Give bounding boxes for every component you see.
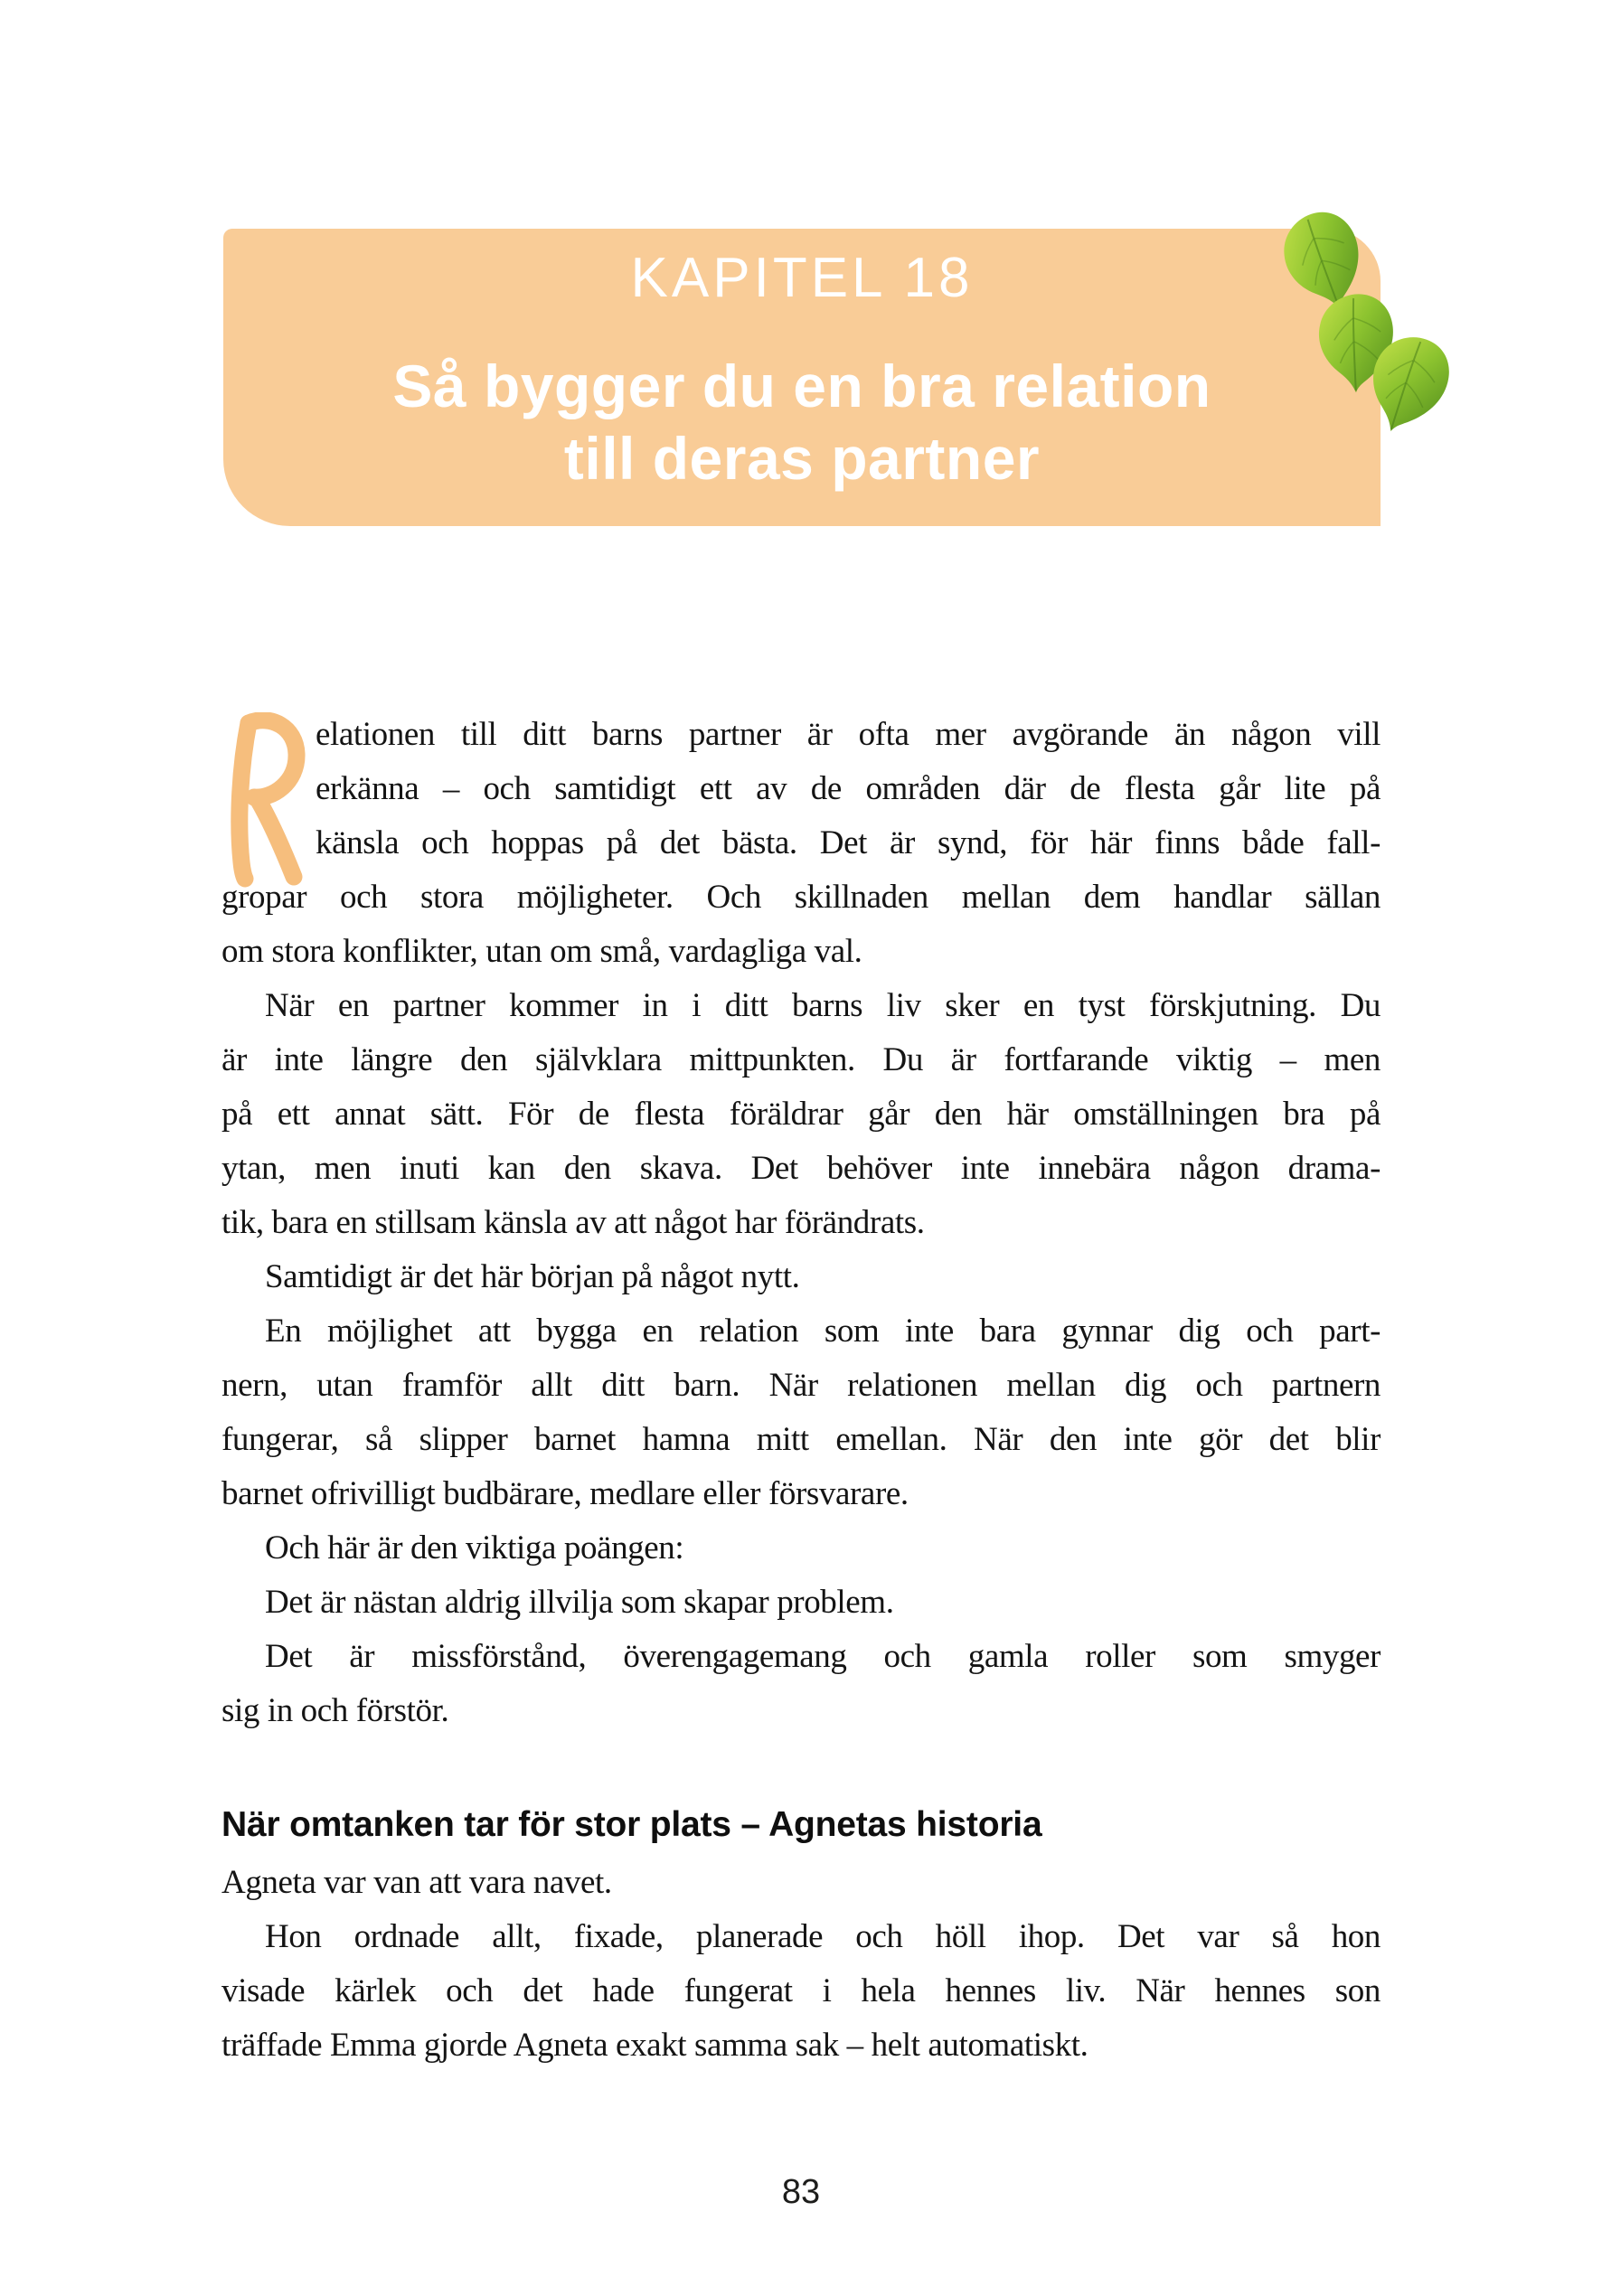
paragraph [221,1910,1381,2073]
paragraph [221,979,1381,1250]
paragraph [221,1856,1381,1910]
body-line: visade kärlek och det hade fungerat i hela hennes liv. När hennes son [221,1972,1381,2009]
paragraph [221,1250,1381,1304]
body-line: Det är missförstånd, överengagemang och gamla roller som smyger [265,1638,1381,1675]
chapter-title [223,350,1381,494]
body-line: Samtidigt är det här början på något nytt. [265,1258,800,1295]
paragraph [221,1630,1381,1738]
paragraph [221,1521,1381,1576]
body-line: är inte längre den självklara mittpunkten. Du är fortfarande viktig – men [221,1041,1381,1078]
body-line: erkänna – och samtidigt ett av de områden där de flesta går lite på [316,770,1381,807]
body-line: tik, bara en stillsam känsla av att något har förändrats. [221,1204,925,1241]
body-line: Och här är den viktiga poängen: [265,1529,684,1567]
body-line: Det är nästan aldrig illvilja som skapar problem. [265,1584,894,1621]
paragraph [221,708,1381,979]
body-line: nern, utan framför allt ditt barn. När relationen mellan dig och partnern [221,1367,1381,1404]
chapter-banner [223,229,1381,526]
body-line: barnet ofrivilligt budbärare, medlare eller försvarare. [221,1475,909,1512]
chapter-title-line2: till deras partner [563,425,1041,492]
article-body [221,708,1381,2073]
section-heading: När omtanken tar för stor plats – Agnetas historia [221,1805,1042,1844]
chapter-number: KAPITEL 18 [630,247,974,309]
body-line: När en partner kommer in i ditt barns liv sker en tyst förskjutning. Du [265,987,1381,1024]
paragraph [221,1304,1381,1521]
dropcap-letter-r-icon [218,712,308,888]
chapter-title-line1: Så bygger du en bra relation [392,353,1211,419]
body-line: känsla och hoppas på det bästa. Det är synd, för här finns både fall- [316,824,1381,861]
body-line: gropar och stora möjligheter. Och skillnaden mellan dem handlar sällan [221,879,1381,916]
body-line: sig in och förstör. [221,1692,449,1729]
paragraph [221,1576,1381,1630]
birch-leaves-icon [1257,204,1478,475]
body-line: träffade Emma gjorde Agneta exakt samma sak – helt automatiskt. [221,2027,1088,2064]
body-line: fungerar, så slipper barnet hamna mitt emellan. När den inte gör det blir [221,1421,1381,1458]
body-line: Agneta var van att vara navet. [221,1864,612,1901]
body-line: En möjlighet att bygga en relation som inte bara gynnar dig och part- [265,1313,1381,1350]
page-number: 83 [781,2173,821,2211]
body-line: ytan, men inuti kan den skava. Det behöver inte innebära någon drama- [221,1150,1381,1187]
body-line: elationen till ditt barns partner är ofta mer avgörande än någon vill [316,716,1381,753]
body-line: på ett annat sätt. För de flesta föräldrar går den här omställningen bra på [221,1096,1381,1133]
body-line: om stora konflikter, utan om små, vardagliga val. [221,933,862,970]
body-line: Hon ordnade allt, fixade, planerade och höll ihop. Det var så hon [265,1918,1381,1955]
